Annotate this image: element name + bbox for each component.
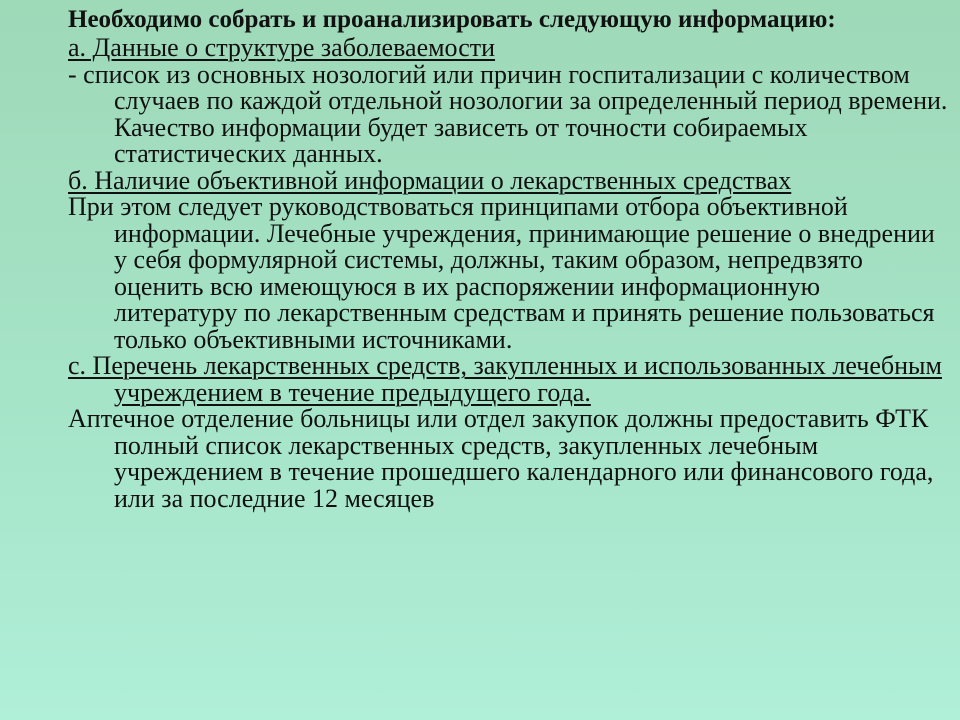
section-c-title	[68, 353, 948, 406]
section-b-text: При этом следует руководствоваться принципами отбора объективной информации. Лечебные учреждения, принимающие решение о внедрении у себя формулярной системы, должны, таким образом, непредвзято оценить всю имеющуюся в их распоряжении информационную литературу по лекарственным средствам и принять решение пользоваться только объективными источниками.	[68, 192, 935, 354]
slide-content	[68, 4, 948, 512]
section-c-text: Аптечное отделение больницы или отдел закупок должны предоставить ФТК полный список лекарственных средств, закупленных лечебным учреждением в течение прошедшего календарного или финансового года, или за последние 12 месяцев	[68, 404, 934, 513]
section-a-title	[68, 35, 948, 62]
section-a-title-text: а. Данные о структуре заболеваемости	[68, 33, 496, 62]
section-a-text: - список из основных нозологий или причин госпитализации с количеством случаев по каждой отдельной нозологии за определенный период времени. Качество информации будет зависеть от точности собираемых статистических данных.	[68, 59, 948, 168]
section-b-title	[68, 165, 948, 195]
slide-heading: Необходимо собрать и проанализировать следующую информацию:	[68, 6, 836, 33]
section-b-title-text: б. Наличие объективной информации о лекарственных средствах	[68, 165, 792, 195]
section-c-title-text: с. Перечень лекарственных средств, закупленных и использованных лечебным учреждением в течение предыдущего года.	[68, 351, 942, 407]
